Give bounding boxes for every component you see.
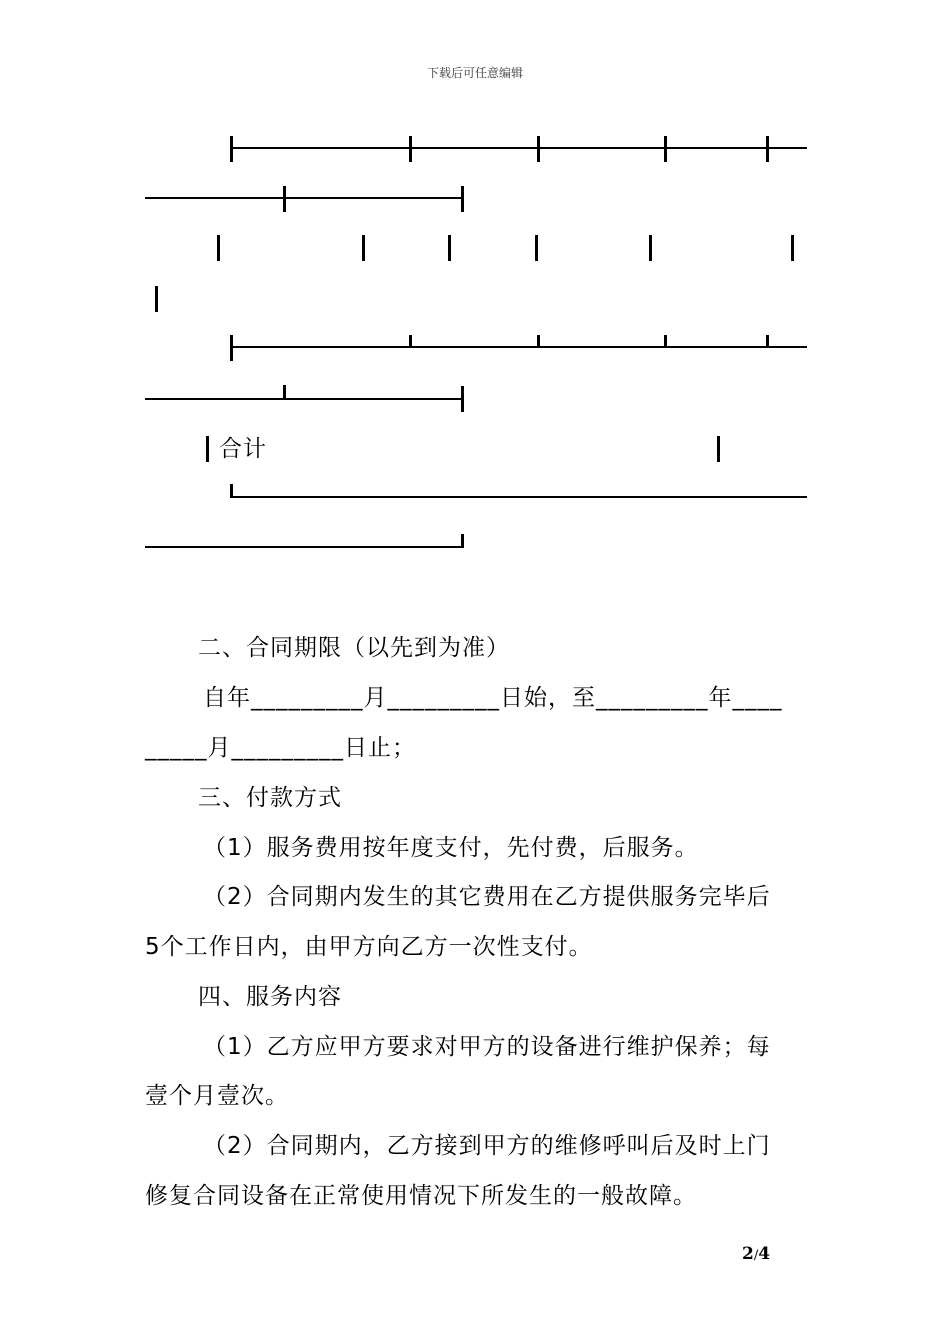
table-tick xyxy=(230,335,233,361)
table-cell-divider xyxy=(535,235,538,261)
table-cell-divider xyxy=(791,235,794,261)
table-rule xyxy=(231,346,807,348)
table-tick xyxy=(283,385,286,398)
term-line-1: 自年_________月_________日始，至_________年____ xyxy=(203,685,783,711)
page-number xyxy=(742,1244,770,1264)
table-rule xyxy=(231,147,807,149)
section-heading-term: 二、合同期限（以先到为准） xyxy=(198,635,510,661)
table-cell-divider xyxy=(206,436,209,462)
table-tick xyxy=(461,186,464,212)
table-tick xyxy=(230,136,233,162)
table-total-label: 合计 xyxy=(219,436,267,462)
table-tick xyxy=(766,136,769,162)
section-heading-payment: 三、付款方式 xyxy=(198,785,342,811)
payment-item-2-line-2: 5个工作日内，由甲方向乙方一次性支付。 xyxy=(145,934,593,960)
table-cell-divider xyxy=(448,235,451,261)
table-rule xyxy=(145,546,463,548)
table-rule xyxy=(145,398,463,400)
payment-item-1: （1）服务费用按年度支付，先付费，后服务。 xyxy=(203,835,699,861)
table-tick xyxy=(461,386,464,412)
term-line-2: _____月_________日止； xyxy=(145,735,416,761)
service-item-1-line-2: 壹个月壹次。 xyxy=(145,1083,289,1109)
payment-item-2-line-1: （2）合同期内发生的其它费用在乙方提供服务完毕后 xyxy=(203,884,771,910)
table-tick xyxy=(664,335,667,348)
table-tick xyxy=(766,335,769,348)
service-item-1-line-1: （1）乙方应甲方要求对甲方的设备进行维护保养；每 xyxy=(203,1034,771,1060)
service-item-2-line-2: 修复合同设备在正常使用情况下所发生的一般故障。 xyxy=(145,1183,697,1209)
table-rule xyxy=(145,197,463,199)
table-cell-divider xyxy=(649,235,652,261)
table-tick xyxy=(664,136,667,162)
service-item-2-line-1: （2）合同期内，乙方接到甲方的维修呼叫后及时上门 xyxy=(203,1133,771,1159)
table-tick xyxy=(230,484,233,498)
table-tick xyxy=(537,136,540,162)
table-cell-divider xyxy=(362,235,365,261)
section-heading-service: 四、服务内容 xyxy=(198,984,342,1010)
table-cell-divider xyxy=(155,286,158,312)
table-tick xyxy=(409,136,412,162)
table-cell-divider xyxy=(717,436,720,462)
table-tick xyxy=(537,335,540,348)
page-separator: / xyxy=(753,1248,759,1263)
table-cell-divider xyxy=(217,235,220,261)
page-total: 4 xyxy=(758,1244,771,1264)
table-tick xyxy=(409,335,412,348)
table-tick xyxy=(283,186,286,212)
page-current: 2 xyxy=(742,1244,754,1264)
table-tick xyxy=(461,534,464,548)
table-rule xyxy=(231,496,807,498)
page-header: 下载后可任意编辑 xyxy=(426,66,523,80)
